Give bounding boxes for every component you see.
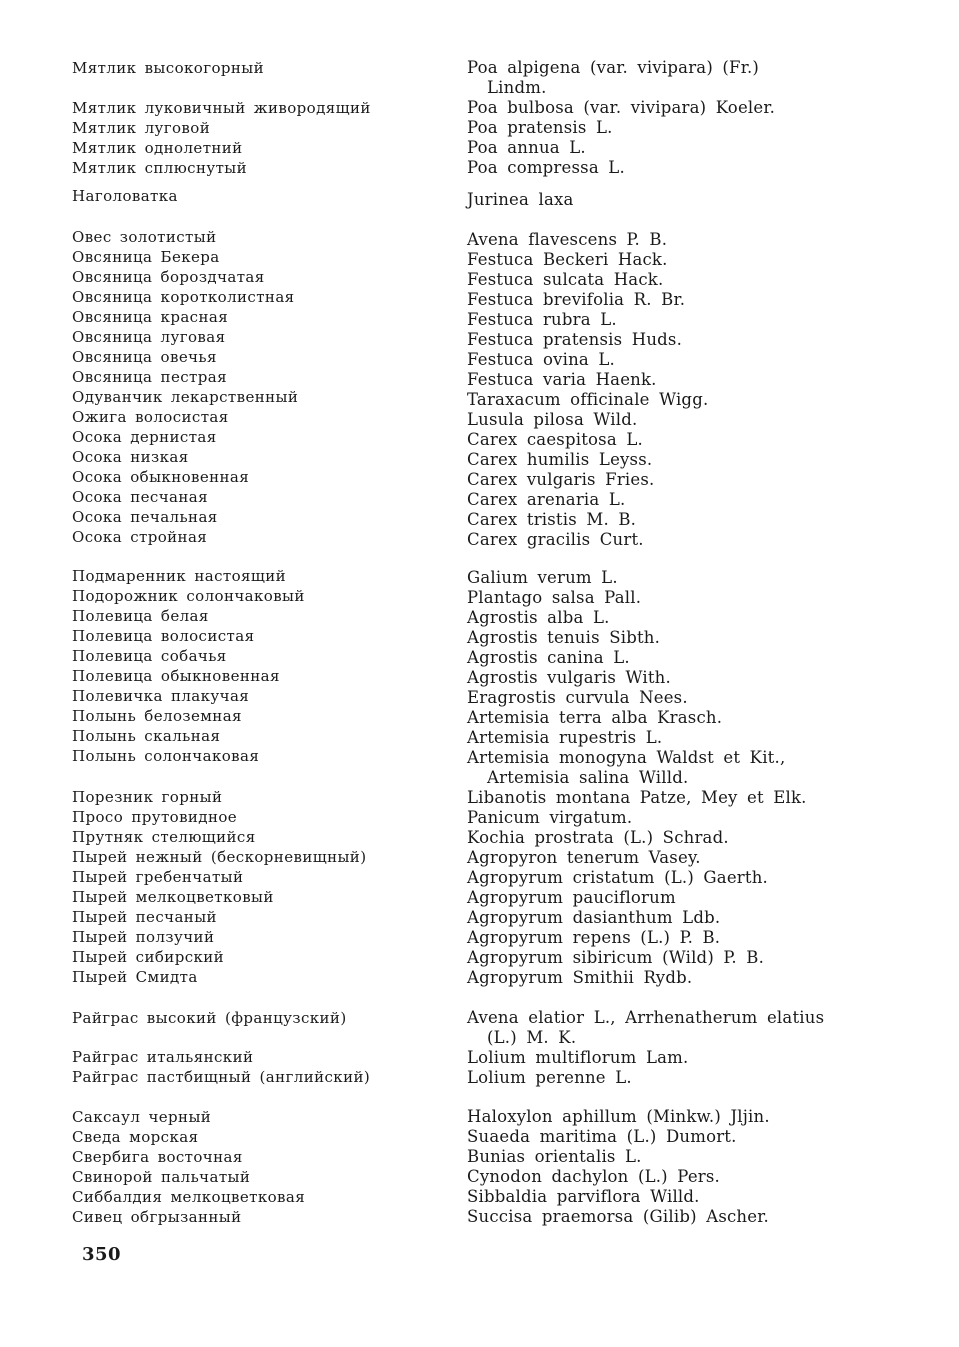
latin-name: Agropyrum dasianthum Ldb. bbox=[467, 908, 721, 927]
russian-name: Мятлик сплюснутый bbox=[72, 159, 248, 177]
latin-name: Agrostis alba L. bbox=[467, 608, 610, 627]
russian-name: Овсяница коротколистная bbox=[72, 288, 295, 306]
russian-name-spacer bbox=[72, 78, 462, 98]
latin-name: Artemisia monogyna Waldst et Kit., bbox=[467, 748, 786, 767]
russian-name: Райграс пастбищный (английский) bbox=[72, 1068, 371, 1086]
russian-name: Мятлик высокогорный bbox=[72, 59, 265, 77]
russian-name: Овсяница бороздчатая bbox=[72, 268, 265, 286]
latin-name: Carex humilis Leyss. bbox=[467, 450, 653, 469]
russian-name: Прутняк стелющийся bbox=[72, 828, 256, 846]
entry-group-festuca-carex bbox=[72, 227, 462, 547]
entry-group-haloxylon-succisa-latin bbox=[467, 1107, 927, 1227]
entry-group-galium-artemisia-latin bbox=[467, 568, 927, 788]
russian-name: Свербига восточная bbox=[72, 1148, 243, 1166]
latin-name: Carex arenaria L. bbox=[467, 490, 626, 509]
latin-name: Carex gracilis Curt. bbox=[467, 530, 644, 549]
entry-group-agropyrum-latin bbox=[467, 788, 927, 988]
russian-name: Полынь солончаковая bbox=[72, 747, 260, 765]
latin-name: Eragrostis curvula Nees. bbox=[467, 688, 688, 707]
russian-name: Полынь белоземная bbox=[72, 707, 242, 725]
latin-name: Plantago salsa Pall. bbox=[467, 588, 642, 607]
russian-name: Овес золотистый bbox=[72, 228, 217, 246]
russian-name: Пырей мелкоцветковый bbox=[72, 888, 274, 906]
russian-name: Овсяница Бекера bbox=[72, 248, 220, 266]
latin-name: Lolium multiflorum Lam. bbox=[467, 1048, 689, 1067]
latin-name-continuation: Lindm. bbox=[487, 78, 547, 97]
latin-name: Lusula pilosa Wild. bbox=[467, 410, 638, 429]
entry-group-festuca-carex-latin bbox=[467, 230, 927, 550]
entry-group-agropyrum bbox=[72, 787, 462, 987]
entry-group-haloxylon-succisa bbox=[72, 1107, 462, 1227]
latin-name: Galium verum L. bbox=[467, 568, 618, 587]
russian-name: Осока печальная bbox=[72, 508, 218, 526]
russian-name: Порезник горный bbox=[72, 788, 223, 806]
latin-name: Agropyron tenerum Vasey. bbox=[467, 848, 701, 867]
entry-group-lolium bbox=[72, 1047, 462, 1087]
russian-name: Свинорой пальчатый bbox=[72, 1168, 251, 1186]
latin-name: Sibbaldia parviflora Willd. bbox=[467, 1187, 700, 1206]
entry-group-jurinea bbox=[72, 186, 462, 206]
russian-name: Полевица собачья bbox=[72, 647, 227, 665]
russian-name: Пырей Смидта bbox=[72, 968, 198, 986]
russian-name: Пырей нежный (бескорневищный) bbox=[72, 848, 367, 866]
latin-name: Taraxacum officinale Wigg. bbox=[467, 390, 709, 409]
russian-name: Мятлик луковичный живородящий bbox=[72, 99, 371, 117]
russian-name: Саксаул черный bbox=[72, 1108, 212, 1126]
russian-name: Осока обыкновенная bbox=[72, 468, 250, 486]
latin-name: Agrostis tenuis Sibth. bbox=[467, 628, 661, 647]
latin-name: Artemisia terra alba Krasch. bbox=[467, 708, 723, 727]
latin-name: Bunias orientalis L. bbox=[467, 1147, 642, 1166]
latin-name: Festuca sulcata Hack. bbox=[467, 270, 664, 289]
russian-name: Овсяница луговая bbox=[72, 328, 226, 346]
russian-name: Райграс высокий (французский) bbox=[72, 1009, 347, 1027]
latin-name: Lolium perenne L. bbox=[467, 1068, 632, 1087]
latin-name: Agropyrum cristatum (L.) Gaerth. bbox=[467, 868, 768, 887]
russian-name: Подорожник солончаковый bbox=[72, 587, 305, 605]
latin-name: Festuca rubra L. bbox=[467, 310, 617, 329]
russian-name: Просо прутовидное bbox=[72, 808, 238, 826]
latin-name: Festuca pratensis Huds. bbox=[467, 330, 683, 349]
latin-name: Jurinea laxa bbox=[467, 190, 574, 209]
russian-name: Осока песчаная bbox=[72, 488, 208, 506]
latin-name: Festuca brevifolia R. Br. bbox=[467, 290, 686, 309]
latin-name: Cynodon dachylon (L.) Pers. bbox=[467, 1167, 720, 1186]
latin-name: Agropyrum pauciflorum bbox=[467, 888, 676, 907]
latin-name: Carex vulgaris Fries. bbox=[467, 470, 655, 489]
entry-group-poa-latin bbox=[467, 58, 927, 178]
russian-name: Полевичка плакучая bbox=[72, 687, 250, 705]
latin-name: Artemisia rupestris L. bbox=[467, 728, 663, 747]
latin-name: Haloxylon aphillum (Minkw.) Jljin. bbox=[467, 1107, 770, 1126]
latin-name-continuation: (L.) M. K. bbox=[487, 1028, 577, 1047]
russian-name: Сивец обгрызанный bbox=[72, 1208, 242, 1226]
russian-name: Мятлик однолетний bbox=[72, 139, 243, 157]
russian-name: Одуванчик лекарственный bbox=[72, 388, 299, 406]
russian-name: Полевица волосистая bbox=[72, 627, 255, 645]
russian-name: Осока дернистая bbox=[72, 428, 217, 446]
russian-name: Пырей сибирский bbox=[72, 948, 225, 966]
russian-name: Наголоватка bbox=[72, 187, 178, 205]
russian-name: Райграс итальянский bbox=[72, 1048, 254, 1066]
latin-name: Agropyrum sibiricum (Wild) P. B. bbox=[467, 948, 765, 967]
latin-name: Festuca varia Haenk. bbox=[467, 370, 657, 389]
entry-group-poa bbox=[72, 58, 462, 178]
entry-group-jurinea-latin bbox=[467, 190, 927, 210]
latin-name: Succisa praemorsa (Gilib) Ascher. bbox=[467, 1207, 769, 1226]
russian-name: Овсяница пестрая bbox=[72, 368, 227, 386]
latin-name: Carex tristis M. B. bbox=[467, 510, 637, 529]
entry-group-avena-elatior bbox=[72, 1008, 462, 1028]
latin-name: Poa compressa L. bbox=[467, 158, 625, 177]
latin-name: Panicum virgatum. bbox=[467, 808, 633, 827]
latin-name: Poa pratensis L. bbox=[467, 118, 613, 137]
latin-name: Avena flavescens P. B. bbox=[467, 230, 668, 249]
russian-name: Овсяница овечья bbox=[72, 348, 217, 366]
latin-name: Kochia prostrata (L.) Schrad. bbox=[467, 828, 729, 847]
latin-name: Carex caespitosa L. bbox=[467, 430, 643, 449]
latin-name: Libanotis montana Patze, Mey et Elk. bbox=[467, 788, 807, 807]
page-number: 350 bbox=[82, 1244, 122, 1265]
russian-name: Пырей гребенчатый bbox=[72, 868, 244, 886]
latin-name: Festuca ovina L. bbox=[467, 350, 616, 369]
latin-name: Suaeda maritima (L.) Dumort. bbox=[467, 1127, 737, 1146]
russian-name: Ожига волосистая bbox=[72, 408, 229, 426]
latin-name-continuation: Artemisia salina Willd. bbox=[487, 768, 689, 787]
latin-name: Poa alpigena (var. vivipara) (Fr.) bbox=[467, 58, 760, 77]
latin-name: Poa annua L. bbox=[467, 138, 586, 157]
russian-name: Подмаренник настоящий bbox=[72, 567, 287, 585]
russian-name: Мятлик луговой bbox=[72, 119, 211, 137]
russian-name: Пырей ползучий bbox=[72, 928, 215, 946]
entry-group-galium-artemisia bbox=[72, 566, 462, 766]
russian-name: Сиббалдия мелкоцветковая bbox=[72, 1188, 306, 1206]
russian-name: Полевица белая bbox=[72, 607, 209, 625]
russian-name: Пырей песчаный bbox=[72, 908, 217, 926]
russian-name: Сведа морская bbox=[72, 1128, 199, 1146]
russian-name: Овсяница красная bbox=[72, 308, 229, 326]
russian-name: Полевица обыкновенная bbox=[72, 667, 280, 685]
entry-group-lolium-latin bbox=[467, 1048, 927, 1088]
russian-name: Полынь скальная bbox=[72, 727, 221, 745]
latin-name: Agrostis vulgaris With. bbox=[467, 668, 671, 687]
latin-name: Agrostis canina L. bbox=[467, 648, 630, 667]
latin-name: Poa bulbosa (var. vivipara) Koeler. bbox=[467, 98, 776, 117]
latin-name: Agropyrum repens (L.) P. B. bbox=[467, 928, 721, 947]
latin-name: Agropyrum Smithii Rydb. bbox=[467, 968, 693, 987]
latin-name: Avena elatior L., Arrhenatherum elatius bbox=[467, 1008, 825, 1027]
entry-group-avena-elatior-latin bbox=[467, 1008, 927, 1048]
russian-name: Осока низкая bbox=[72, 448, 189, 466]
russian-name: Осока стройная bbox=[72, 528, 208, 546]
latin-name: Festuca Beckeri Hack. bbox=[467, 250, 668, 269]
